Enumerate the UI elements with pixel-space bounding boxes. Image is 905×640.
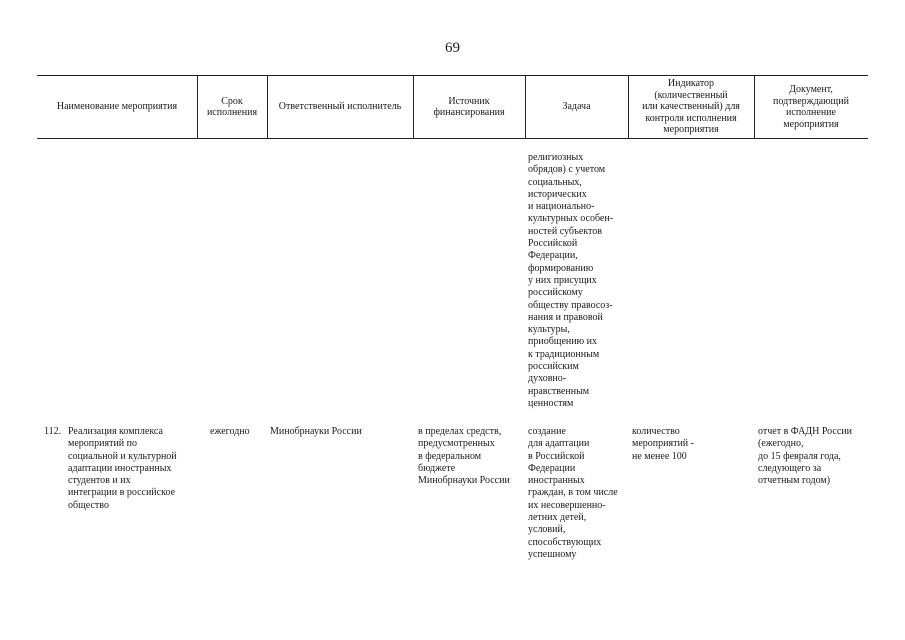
page-number: 69 [445, 40, 460, 56]
row-document: отчет в ФАДН России (ежегодно, до 15 февраля года, следующего за отчетным годом) [758, 426, 852, 487]
header-task: Задача [562, 101, 591, 113]
continued-task-cell: религиозных обрядов) с учетом социальных, исторических и национально- культурных особен- ностей субъектов Российской Федерации, формированию у них присущих российскому обществу правосоз- нания и правовой культуры, приобщению их к традиционным российским духовно- нравственным ценностям [528, 152, 614, 409]
header-document: Документ, подтверждающий исполнение мероприятия [773, 84, 849, 130]
row-event-name: Реализация комплекса мероприятий по социальной и культурной адаптации иностранных студентов и их интеграции в российское общество [68, 426, 177, 511]
row-number: 112. [44, 426, 62, 437]
row-deadline: ежегодно [210, 426, 250, 437]
row-funding: в пределах средств, предусмотренных в федеральном бюджете Минобрнауки России [418, 426, 510, 487]
row-indicator: количество мероприятий - не менее 100 [632, 426, 694, 462]
table-header-bottom-rule [37, 138, 868, 139]
header-funding: Источник финансирования [433, 95, 505, 118]
row-executor: Минобрнауки России [270, 426, 362, 437]
header-event-name: Наименование мероприятия [56, 101, 178, 113]
row-task: создание для адаптации в Российской Федерации иностранных граждан, в том числе их несовершенно- летних детей, условий, способствующих успешному [528, 426, 618, 560]
header-executor: Ответственный исполнитель [278, 101, 402, 113]
header-indicator: Индикатор (количественный или качественный) для контроля исполнения мероприятия [642, 78, 740, 136]
header-deadline: Срок исполнения [206, 95, 258, 118]
